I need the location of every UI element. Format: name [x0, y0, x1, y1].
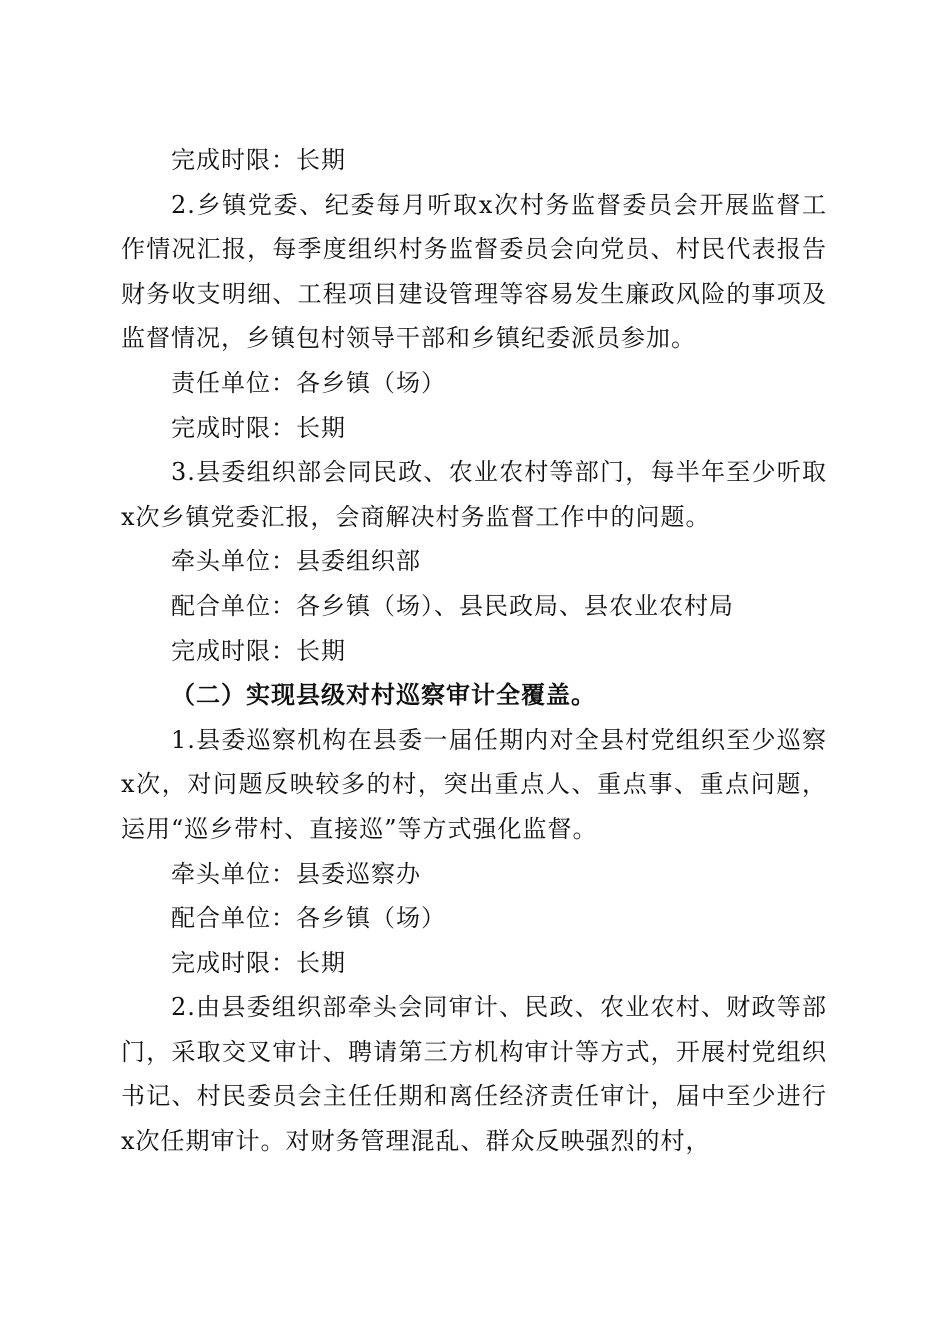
lead-unit-line: 牵头单位：县委组织部 — [171, 547, 421, 576]
cooperating-unit-line: 配合单位：各乡镇（场）、县民政局、县农业农村局 — [171, 591, 734, 620]
deadline-line: 完成时限：长期 — [171, 146, 346, 174]
cooperating-unit-line: 配合单位：各乡镇（场） — [171, 904, 446, 933]
body-paragraph: 2.由县委组织部牵头会同审计、民政、农业农村、财政等部门，采取交叉审计、聘请第三方机构审计等方式，开展村党组织书记、村民委员会主任任期和离任经济责任审计，届中至少进行x次任期审计。对财务管理混乱、群众反映强烈的村， — [121, 993, 827, 1156]
document-body — [121, 138, 827, 1164]
deadline-line: 完成时限：长期 — [171, 636, 346, 665]
deadline-line: 完成时限：长期 — [171, 948, 346, 977]
deadline-line: 完成时限：长期 — [171, 413, 346, 442]
body-paragraph: 3.县委组织部会同民政、农业农村等部门，每半年至少听取x次乡镇党委汇报，会商解决村务监督工作中的问题。 — [121, 458, 827, 531]
responsible-unit-line: 责任单位：各乡镇（场） — [171, 368, 446, 397]
section-heading: （二）实现县级对村巡察审计全覆盖。 — [171, 680, 596, 710]
body-paragraph: 1.县委巡察机构在县委一届任期内对全县村党组织至少巡察x次，对问题反映较多的村，突出重点人、重点事、重点问题，运用“巡乡带村、直接巡”等方式强化监督。 — [121, 725, 827, 843]
lead-unit-line: 牵头单位：县委巡察办 — [171, 859, 421, 888]
body-paragraph: 2.乡镇党委、纪委每月听取x次村务监督委员会开展监督工作情况汇报，每季度组织村务监督委员会向党员、村民代表报告财务收支明细、工程项目建设管理等容易发生廉政风险的事项及监督情况，乡镇包村领导干部和乡镇纪委派员参加。 — [121, 190, 827, 353]
